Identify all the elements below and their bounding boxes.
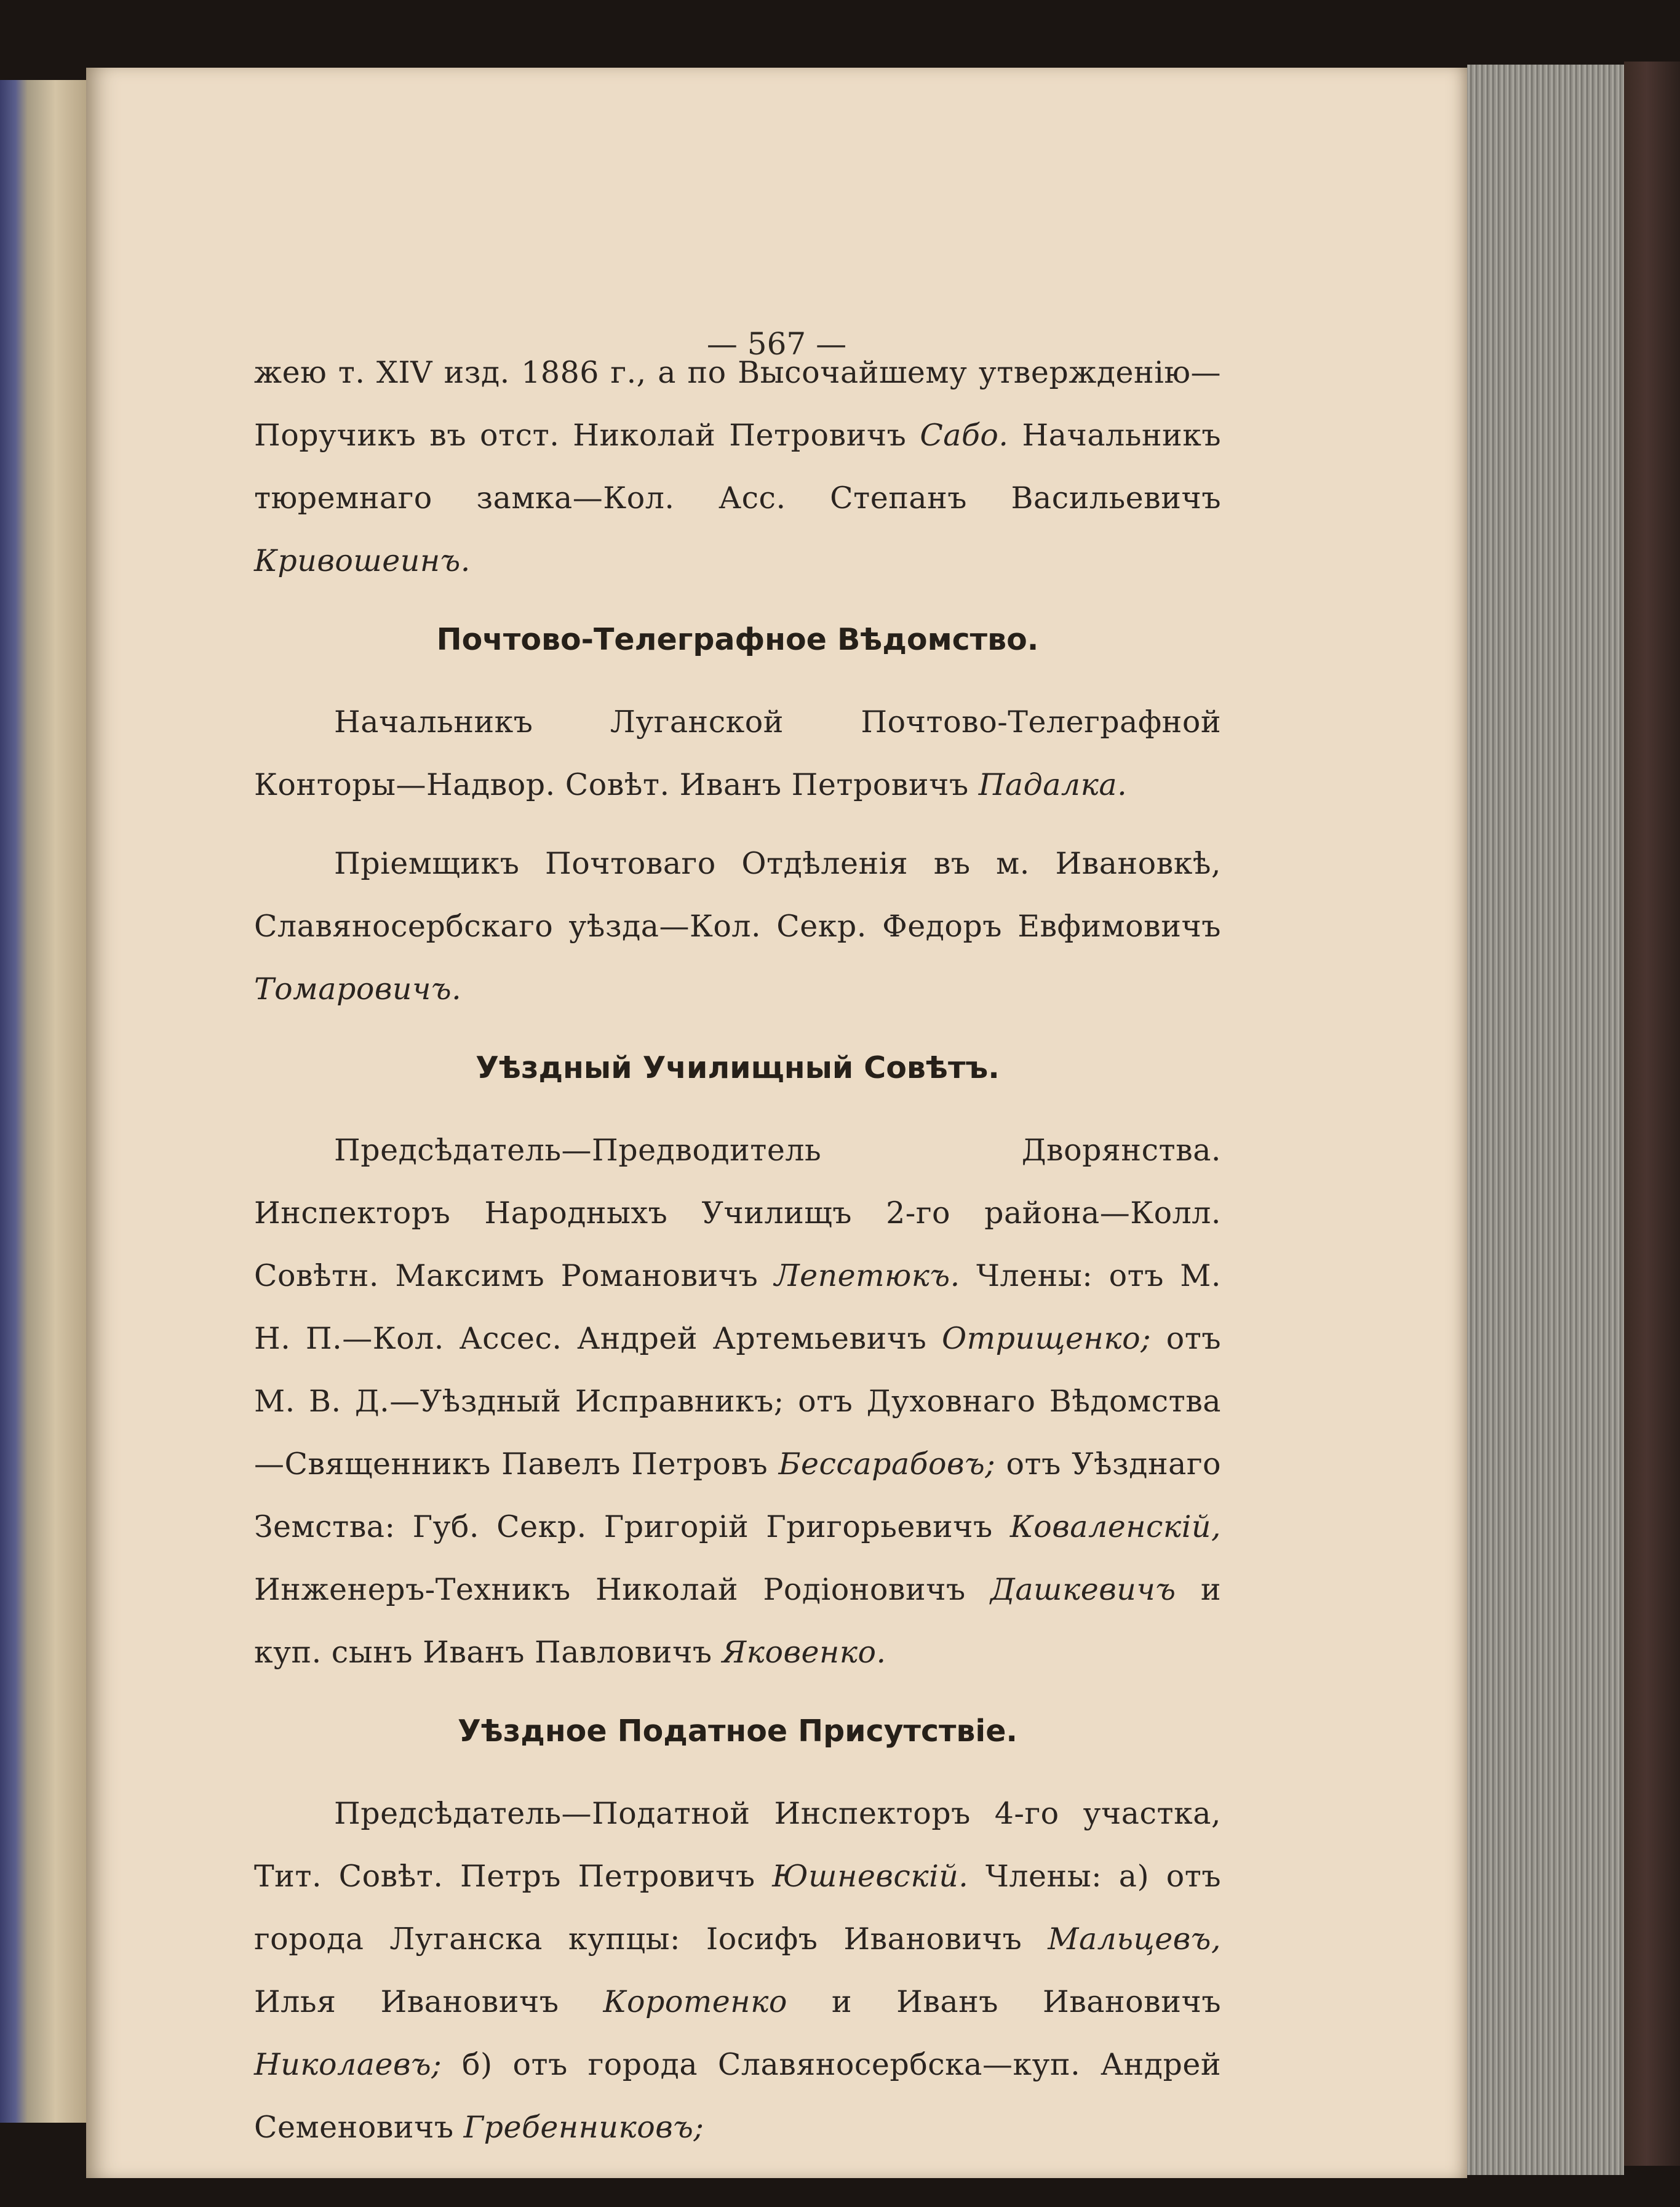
paragraph-text: Пріемщикъ Почтоваго Отдѣленія въ м. Ивановкѣ, Славяносербскаго уѣзда—Кол. Секр. Федоръ Евфимовичъ xyxy=(254,846,1221,944)
paragraph-text: отъ М. В. Д.—Уѣздный Исправникъ; отъ Духовнаго Вѣдомства—Священникъ Павелъ Петровъ xyxy=(254,1321,1222,1482)
section-heading-post-telegraph: Почтово-Телеграфное Вѣдомство. xyxy=(436,622,1039,657)
surname: Томаровичъ. xyxy=(254,972,462,1007)
surname: Яковенко. xyxy=(722,1635,886,1670)
section-heading-school-council: Уѣздный Училищный Совѣтъ. xyxy=(476,1050,1000,1085)
paragraph-text: Члены: отъ М. Н. П.—Кол. Ассес. Андрей Артемьевичъ xyxy=(254,1258,1221,1356)
intro-text: жею т. XIV изд. 1886 г., а по Высочайшему утвержденію—Поручикъ въ отст. Николай Петровичъ xyxy=(254,355,1221,453)
paragraph-text: Начальникъ Луганской Почтово-Телеграфной Конторы—Надвор. Совѣт. Иванъ Петровичъ xyxy=(254,704,1221,802)
surname: Коваленскій, xyxy=(1009,1509,1221,1544)
surname: Дашкевичъ xyxy=(990,1572,1176,1607)
paragraph xyxy=(254,832,1221,1021)
paragraph xyxy=(254,691,1221,816)
page-body xyxy=(254,341,1221,2175)
paragraph-text: Члены: а) отъ города Луганска купцы: Іосифъ Ивановичъ xyxy=(254,1859,1221,1957)
paragraph-text: Инженеръ-Техникъ Николай Родіоновичъ xyxy=(254,1572,991,1607)
page-number: — 567 — xyxy=(706,326,847,362)
surname: Бессарабовъ; xyxy=(778,1447,996,1482)
left-page-edge xyxy=(0,80,92,2123)
paragraph-text: и Иванъ Ивановичъ xyxy=(787,1984,1221,2019)
paragraph-text: и куп. сынъ Иванъ Павловичъ xyxy=(254,1572,1221,1670)
intro-text: Начальникъ тюремнаго замка—Кол. Асс. Степанъ Васильевичъ xyxy=(254,418,1221,516)
surname: Отрищенко; xyxy=(941,1321,1152,1356)
book-cover-edge xyxy=(1624,62,1680,2166)
paragraph-text: Илья Ивановичъ xyxy=(254,1984,603,2019)
surname: Коротенко xyxy=(603,1984,787,2019)
surname: Кривошеинъ. xyxy=(254,543,471,578)
intro-paragraph xyxy=(254,341,1221,593)
surname: Сабо. xyxy=(920,418,1009,453)
section-heading-tax-office: Уѣздное Податное Присутствіе. xyxy=(457,1714,1018,1749)
surname: Николаевъ; xyxy=(254,2047,442,2082)
paragraph-text: Предсѣдатель—Предводитель Дворянства. Инспекторъ Народныхъ Училищъ 2-го района—Колл. Совѣтн. Максимъ Романовичъ xyxy=(254,1133,1221,1293)
paragraph-text: Предсѣдатель—Податной Инспекторъ 4-го участка, Тит. Совѣт. Петръ Петровичъ xyxy=(254,1796,1221,1894)
surname: Лепетюкъ. xyxy=(774,1258,960,1293)
paragraph-text: отъ Уѣзднаго Земства: Губ. Секр. Григорій Григорьевичъ xyxy=(254,1447,1221,1544)
surname: Падалка. xyxy=(978,767,1128,802)
paragraph-text: б) отъ города Славяносербска—куп. Андрей Семеновичъ xyxy=(254,2047,1221,2145)
paragraph xyxy=(254,1119,1221,1684)
surname: Юшневскій. xyxy=(772,1859,969,1894)
paragraph xyxy=(254,1782,1221,2159)
surname: Мальцевъ, xyxy=(1048,1922,1221,1957)
page-stack-edges xyxy=(1467,65,1624,2175)
surname: Гребенниковъ; xyxy=(463,2110,704,2145)
